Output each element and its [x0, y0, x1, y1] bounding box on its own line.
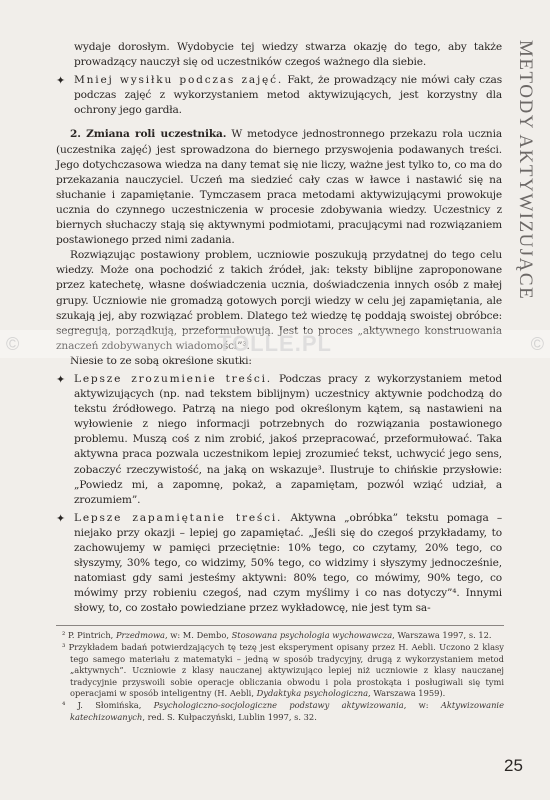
section-body: W metodyce jednostronnego przekazu rola ucznia (uczestnika zajęć) jest sprowadzona do biernego przyswojenia podawanych treści. Jego dotychczasowa wiedza na dany temat się nie liczy, ważne jest tylko to, co ma do przekazania nauczyciel. Uczeń ma siedzieć cały czas w ławce i nastawić się na słuchanie i zapamiętanie. Tymczasem praca metodami aktywizującymi prowokuje ucznia do czynnego uczestniczenia w procesie zdobywania wiedzy. Uczestnicy z biernych słuchaczy stają się aktywnymi podmiotami, pracującymi nad rozwiązaniem postawionego przed nimi zadania.: [56, 128, 502, 247]
watermark-text: TOLLE.PL: [218, 331, 332, 356]
bullet-head: Lepsze zrozumienie treści.: [74, 372, 272, 385]
copyright-icon: ©: [6, 333, 20, 354]
footnote-4: ⁴ J. Słomińska, Psychologiczno-socjologiczne podstawy aktywizowania, w: Aktywizowanie katechizowanych, red. S. Kułpaczyński, Lublin 1997, s. 32.: [62, 700, 504, 722]
bullet-mark-icon: ✦: [56, 372, 66, 386]
bullet-body: Podczas pracy z wykorzystaniem metod aktywizujących (np. nad tekstem biblijnym) uczestnicy aktywnie podchodzą do tekstu źródłowego. Patrzą na niego pod określonym kątem, są nastawieni na wyłowienie z niego informacji potrzebnych do rozwiązania postawionego problemu. Muszą coś z nim zrobić, jakoś przepracować, przeformułować. Taka aktywna praca pozwala uczestnikom lepiej zrozumieć tekst, uchwycić jego sens, zobaczyć rzeczywistość, na jaką on wskazuje³. Ilustruje to chińskie przysłowie: „Powiedz mi, a zapomnę, pokaż, a zapamiętam, pozwól wziąć udział, a zrozumiem”.: [74, 372, 502, 506]
running-side-title: [506, 40, 544, 330]
footnote-2: ² P. Pintrich, Przedmowa, w: M. Dembo, Stosowana psychologia wychowawcza, Warszawa 1997, s. 12.: [62, 630, 492, 640]
section-heading: 2. Zmiana roli uczestnika.: [70, 128, 227, 141]
paragraph-3: Rozwiązując postawiony problem, uczniowie poszukują przydatnej do tego celu wiedzy. Może ona pochodzić z takich źródeł, jak: teksty biblijne zaproponowane przez katechetę, własne doświadczenia ucznia, doświadczenia innych osób z małej grupy. Uczniowie nie gromadzą gotowych porcji wiedzy w celu jej zapamiętania, ale szukają jej, aby rozwiązać problem. Dlatego też wiedzę tę poddają swoistej obróbce: segregują, porządkują, przeformułowują. Jest to proces „aktywnego konstruowania znaczeń zdobywanych wiadomości”³.: [56, 249, 502, 352]
main-text: [56, 40, 502, 616]
bullet-head: Mniej wysiłku podczas zajęć.: [74, 74, 284, 87]
bullet-head: Lepsze zapamiętanie treści.: [74, 511, 283, 524]
bullet-better-understanding: [56, 372, 502, 508]
bullet-better-memory: [56, 511, 502, 617]
footnotes: [56, 625, 504, 724]
bullet-mark-icon: ✦: [56, 511, 66, 525]
page-number: 25: [504, 756, 523, 775]
footnote-3: ³ Przykładem badań potwierdzających tę tezę jest eksperyment opisany przez H. Aebli. Uczono 2 klasy tego samego materiału z matematyki – jedną w sposób tradycyjny, drugą z wykorzystaniem metod „aktywnych”. Uczniowie z klasy nauczanej aktywizująco lepiej niż uczniowie z klasy nauczanej tradycyjnie przyswoili sobie operacje obliczania obwodu i pola prostokąta i posługiwali się tymi operacjami w sposób inteligentny (H. Aebli, Dydaktyka psychologiczna, Warszawa 1959).: [62, 642, 504, 699]
bullet-mark-icon: ✦: [56, 74, 66, 88]
paragraph-intro: wydaje dorosłym. Wydobycie tej wiedzy stwarza okazję do tego, aby także prowadzący nauczył się od uczestników czegoś ważnego dla siebie.: [74, 41, 502, 69]
paragraph-4: Niesie to ze sobą określone skutki:: [70, 354, 252, 367]
section-2-paragraph: [56, 127, 502, 248]
bullet-body: Aktywna „obróbka” tekstu pomaga – niejako przy okazji – lepiej go zapamiętać. „Jeśli się do czegoś przykładamy, to zachowujemy w pamięci przeciętnie: 10% tego, co czytamy, 20% tego, co słyszymy, 30% tego, co widzimy, 50% tego, co widzimy i słyszymy jednocześnie, natomiast gdy sami jesteśmy aktywni: 80% tego, co mówimy, 90% tego, co mówimy przy robieniu czegoś, nad czym myślimy i co nas dotyczy”⁴. Innymi słowy, to, co zostało powiedziane przez wykładowcę, nie jest tym sa-: [74, 511, 503, 615]
bullet-body: Fakt, że prowadzący nie mówi cały czas podczas zajęć z wykorzystaniem metod aktywizujących, jest korzystny dla ochrony jego gardła.: [74, 74, 502, 117]
bullet-less-effort: [56, 73, 502, 118]
copyright-icon: ©: [530, 333, 544, 354]
side-title-text: METODY AKTYWIZUJĄCE: [515, 40, 536, 301]
